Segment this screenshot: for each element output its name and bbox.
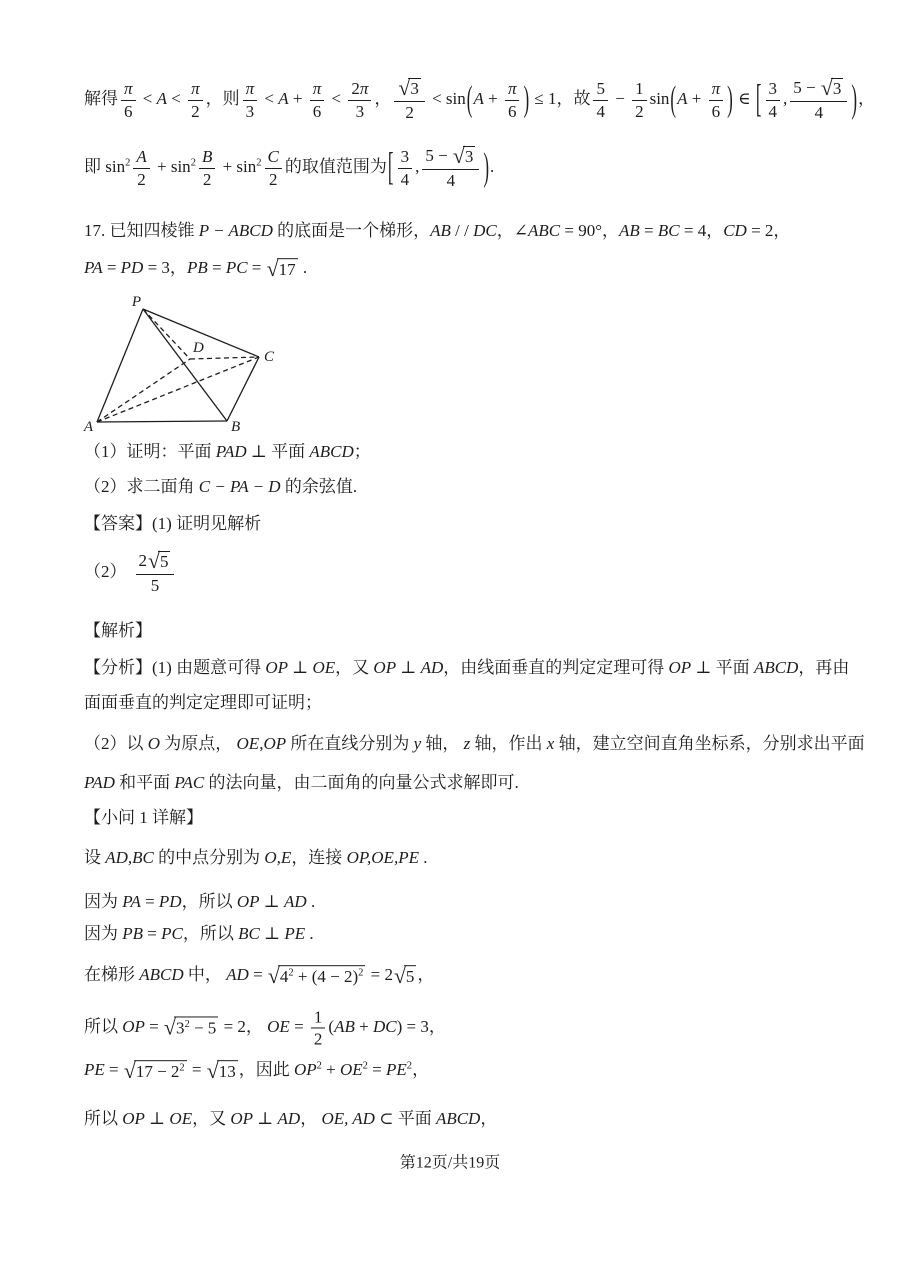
radical-sign: √ bbox=[164, 1015, 176, 1040]
text-run: 3 bbox=[245, 101, 255, 121]
text-run: 和平面 bbox=[114, 772, 175, 792]
text-run: 3 bbox=[464, 147, 474, 167]
text-run: 因为 bbox=[84, 923, 123, 943]
text-run: 2 bbox=[635, 101, 644, 121]
fraction bbox=[265, 147, 282, 188]
fraction bbox=[422, 146, 479, 190]
math-variable: y bbox=[413, 733, 422, 753]
stretchy-delimiter: ) bbox=[483, 144, 490, 189]
text-run: 2 bbox=[313, 1029, 323, 1049]
math-variable: BC bbox=[238, 923, 260, 943]
math-variable: AB bbox=[619, 220, 640, 240]
math-variable: O,E bbox=[264, 847, 292, 867]
math-variable: O bbox=[147, 733, 161, 753]
text-run: 5 bbox=[596, 79, 605, 99]
text-run: + sin bbox=[152, 156, 191, 176]
math-variable: OP bbox=[668, 657, 692, 677]
fraction bbox=[505, 79, 520, 120]
analysis-line4 bbox=[84, 772, 519, 794]
math-variable: π bbox=[245, 79, 255, 99]
solution16-line2 bbox=[84, 146, 494, 190]
text-run: 2 bbox=[138, 551, 147, 570]
figure-vertex-label-A: A bbox=[83, 419, 93, 435]
text-run: . bbox=[490, 156, 495, 176]
text-run: 轴，建立空间直角坐标系，分别求出平面 bbox=[554, 733, 865, 753]
math-variable: PA bbox=[122, 891, 141, 911]
text-run: 所在直线分别为 bbox=[286, 733, 414, 753]
math-variable: PE bbox=[284, 923, 306, 943]
fraction bbox=[133, 147, 149, 188]
text-run: 3 bbox=[832, 79, 842, 99]
text-run: 【答案】(1) 证明见解析 bbox=[84, 513, 262, 533]
text-run: ) = 3， bbox=[396, 1016, 446, 1036]
detail1-line4 bbox=[84, 964, 434, 988]
text-run: 6 bbox=[507, 101, 517, 121]
square-root bbox=[148, 551, 170, 573]
text-run: − 5 bbox=[189, 1018, 217, 1038]
figure-edge-AB bbox=[97, 421, 227, 422]
square-root bbox=[207, 1060, 238, 1083]
text-run: ， bbox=[417, 965, 435, 985]
math-variable: PB bbox=[122, 923, 144, 943]
text-run: + bbox=[321, 1060, 340, 1080]
math-variable: OP bbox=[122, 1108, 145, 1128]
math-variable: B bbox=[201, 147, 213, 167]
detail1-header bbox=[84, 807, 203, 829]
text-run: 的取值范围为 bbox=[284, 156, 387, 176]
math-variable: PD bbox=[120, 258, 144, 278]
math-variable: DC bbox=[473, 220, 497, 240]
text-run: 5 bbox=[150, 575, 160, 595]
text-run: + (4 − 2) bbox=[293, 966, 359, 986]
text-run: 的余弦值. bbox=[280, 476, 358, 496]
stretchy-delimiter: ( bbox=[670, 78, 677, 119]
figure-edge-PD bbox=[143, 309, 190, 359]
radical-sign: √ bbox=[820, 76, 833, 101]
radical-sign: √ bbox=[206, 1059, 219, 1084]
math-variable: PE bbox=[84, 1060, 105, 1080]
math-variable: DC bbox=[372, 1016, 397, 1036]
text-run: ，则 bbox=[205, 88, 240, 108]
text-run: . bbox=[306, 891, 316, 911]
fraction bbox=[121, 79, 136, 120]
text-run: + bbox=[483, 88, 502, 108]
text-run: 2 bbox=[351, 79, 360, 99]
detail1-line2 bbox=[84, 891, 315, 913]
math-variable: ABCD bbox=[435, 1108, 481, 1128]
math-variable: PAC bbox=[174, 772, 205, 792]
text-run: 1 bbox=[635, 79, 644, 99]
text-run: 3 bbox=[355, 101, 365, 121]
text-run: 2 bbox=[405, 102, 414, 122]
figure-vertex-label-B: B bbox=[231, 419, 241, 435]
text-run: ∈ bbox=[733, 88, 755, 108]
text-run: = bbox=[248, 965, 267, 985]
text-run: 5 bbox=[159, 552, 169, 572]
superscript: 2 bbox=[316, 1060, 322, 1072]
text-run: 17 bbox=[278, 259, 296, 279]
text-run: . bbox=[418, 847, 428, 867]
math-variable: OE bbox=[267, 1016, 290, 1036]
math-variable: OE,OP bbox=[236, 733, 287, 753]
text-run: ⊥ bbox=[259, 923, 285, 943]
text-run: ，因此 bbox=[238, 1060, 294, 1080]
math-variable: PAD bbox=[84, 772, 115, 792]
text-run: （1）证明：平面 bbox=[84, 441, 216, 461]
detail1-line3 bbox=[84, 923, 314, 945]
text-run: 5 − bbox=[425, 146, 452, 165]
math-variable: π bbox=[711, 79, 721, 99]
text-run: = bbox=[247, 258, 266, 278]
analysis-line1 bbox=[84, 657, 849, 679]
text-run: 3 bbox=[768, 79, 778, 99]
fraction bbox=[243, 79, 258, 120]
text-run: < sin bbox=[427, 88, 466, 108]
text-run: 【分析】(1) 由题意可得 bbox=[84, 657, 266, 677]
fraction bbox=[348, 79, 371, 120]
text-run: ； bbox=[353, 441, 371, 461]
text-run: ⊥ 平面 bbox=[691, 657, 754, 677]
math-variable: AD bbox=[226, 965, 249, 985]
math-variable: AD bbox=[284, 891, 307, 911]
figure-edge-BC bbox=[227, 357, 259, 421]
fraction bbox=[311, 1007, 326, 1048]
text-run: 6 bbox=[711, 101, 721, 121]
text-run: ，连接 bbox=[291, 847, 347, 867]
fraction bbox=[632, 79, 647, 120]
text-run: 2 bbox=[191, 101, 200, 121]
figure-edge-DC bbox=[190, 357, 259, 359]
text-run: ，由线面垂直的判定定理可得 bbox=[443, 657, 669, 677]
math-variable: PD bbox=[158, 891, 182, 911]
math-variable: AB bbox=[334, 1016, 355, 1036]
text-run: = 90°， bbox=[560, 220, 619, 240]
text-run: 6 bbox=[312, 101, 322, 121]
math-variable: A bbox=[677, 88, 688, 108]
text-run: / / bbox=[450, 220, 474, 240]
text-run: = 4， bbox=[679, 220, 724, 240]
text-run: = 3， bbox=[143, 258, 187, 278]
text-run: 面面垂直的判定定理即可证明； bbox=[84, 692, 322, 712]
text-run: 轴，作出 bbox=[470, 733, 547, 753]
stretchy-delimiter: ) bbox=[851, 76, 857, 121]
analysis-line2 bbox=[84, 692, 322, 714]
square-root bbox=[124, 1060, 187, 1083]
stretchy-delimiter: [ bbox=[387, 144, 394, 189]
text-run: ，又 bbox=[192, 1108, 231, 1128]
superscript: 2 bbox=[256, 157, 262, 169]
text-run: ( bbox=[328, 1016, 335, 1036]
text-run: 在梯形 bbox=[84, 965, 140, 985]
text-run: 设 bbox=[84, 847, 106, 867]
text-run: , bbox=[783, 88, 788, 108]
answer-line1 bbox=[84, 513, 261, 535]
radical-sign: √ bbox=[123, 1059, 136, 1084]
fraction bbox=[709, 79, 724, 120]
text-run: 5 − bbox=[793, 78, 820, 97]
fraction bbox=[790, 78, 847, 122]
text-run: ，∠ bbox=[496, 220, 528, 240]
text-run: ⊥ 平面 bbox=[246, 441, 310, 461]
text-run: 4 bbox=[400, 169, 410, 189]
square-root bbox=[398, 78, 420, 100]
text-run: 4 bbox=[768, 101, 778, 121]
text-run: 所以 bbox=[84, 1108, 123, 1128]
text-run: = bbox=[104, 1060, 123, 1080]
text-run: . bbox=[298, 258, 308, 278]
superscript: 2 bbox=[362, 1060, 368, 1072]
text-run: = bbox=[140, 891, 159, 911]
text-run: ⊥ bbox=[288, 657, 313, 677]
text-run: 因为 bbox=[84, 891, 123, 911]
text-run: ≤ 1，故 bbox=[530, 88, 591, 108]
text-run: ， bbox=[480, 1108, 498, 1128]
text-run: = 2， bbox=[746, 220, 791, 240]
math-variable: PC bbox=[225, 258, 248, 278]
text-run: 1 bbox=[313, 1007, 323, 1027]
math-variable: PA bbox=[84, 258, 103, 278]
math-variable: OE bbox=[312, 657, 336, 677]
superscript: 2 bbox=[179, 1062, 185, 1074]
text-run: 解得 bbox=[84, 88, 118, 108]
square-root bbox=[267, 258, 298, 281]
square-root bbox=[268, 965, 365, 988]
math-variable: A bbox=[136, 147, 147, 167]
stretchy-delimiter: ( bbox=[466, 78, 473, 119]
superscript: 2 bbox=[125, 157, 131, 169]
superscript: 2 bbox=[190, 157, 196, 169]
text-run: 3 bbox=[175, 1018, 185, 1038]
superscript: 2 bbox=[288, 967, 294, 979]
math-variable: x bbox=[546, 733, 555, 753]
math-variable: AD bbox=[277, 1108, 301, 1128]
radical-sign: √ bbox=[266, 257, 279, 282]
text-run: 3 bbox=[410, 79, 419, 99]
text-run: 的中点分别为 bbox=[153, 847, 265, 867]
fraction bbox=[188, 79, 203, 120]
radical-sign: √ bbox=[452, 144, 465, 169]
square-root bbox=[453, 146, 475, 168]
text-run: = 2 bbox=[366, 965, 393, 985]
math-variable: OE bbox=[169, 1108, 193, 1128]
text-run: 的底面是一个梯形， bbox=[272, 220, 431, 240]
text-run: （2）以 bbox=[84, 733, 148, 753]
text-run: 4 bbox=[279, 966, 289, 986]
text-run: + bbox=[288, 88, 307, 108]
text-run: ， bbox=[858, 88, 875, 108]
stretchy-delimiter: [ bbox=[755, 76, 762, 121]
pyramid-figure-svg bbox=[75, 292, 295, 440]
math-variable: OP bbox=[265, 657, 288, 677]
text-run: （2） bbox=[84, 561, 127, 581]
text-run: . bbox=[305, 923, 314, 943]
math-variable: PC bbox=[161, 923, 183, 943]
text-run: < bbox=[138, 88, 157, 108]
pyramid-figure bbox=[75, 292, 295, 445]
math-variable: OP bbox=[373, 657, 397, 677]
radical-sign: √ bbox=[398, 76, 411, 101]
math-variable: OP bbox=[230, 1108, 254, 1128]
math-variable: π bbox=[507, 79, 517, 99]
math-variable: C − PA − D bbox=[198, 476, 281, 496]
text-run: ⊂ 平面 bbox=[374, 1108, 436, 1128]
math-variable: π bbox=[359, 79, 369, 99]
math-variable: ABC bbox=[528, 220, 561, 240]
text-run: 即 sin bbox=[84, 156, 126, 176]
detail1-line1 bbox=[84, 847, 427, 869]
q17-statement-line2 bbox=[84, 257, 307, 281]
fraction bbox=[593, 79, 608, 120]
text-run: = bbox=[207, 258, 226, 278]
text-run: 6 bbox=[124, 101, 133, 121]
math-variable: C bbox=[267, 147, 279, 167]
math-variable: π bbox=[124, 79, 133, 99]
math-variable: AD bbox=[420, 657, 444, 677]
text-run: = bbox=[144, 1016, 164, 1036]
square-root bbox=[394, 965, 416, 988]
text-run: ，所以 bbox=[182, 923, 239, 943]
text-run: 中， bbox=[183, 965, 227, 985]
math-variable: CD bbox=[723, 220, 747, 240]
text-run: = bbox=[289, 1016, 308, 1036]
text-run: 17 − 2 bbox=[135, 1061, 180, 1081]
math-variable: ABCD bbox=[139, 965, 184, 985]
figure-vertex-label-C: C bbox=[264, 349, 275, 365]
text-run: = bbox=[143, 923, 162, 943]
answer-line2 bbox=[84, 551, 177, 595]
text-run: ， bbox=[374, 88, 392, 108]
text-run: 4 bbox=[814, 102, 824, 122]
math-variable: PE bbox=[386, 1060, 407, 1080]
detail1-line5 bbox=[84, 1007, 446, 1048]
radical-sign: √ bbox=[267, 964, 280, 989]
text-run: = bbox=[102, 258, 121, 278]
stretchy-delimiter: ) bbox=[727, 78, 733, 119]
math-variable: BC bbox=[657, 220, 680, 240]
superscript: 2 bbox=[184, 1018, 190, 1030]
text-run: 2 bbox=[137, 169, 146, 189]
text-run: ，又 bbox=[335, 657, 374, 677]
text-run: < bbox=[260, 88, 279, 108]
text-run: ，所以 bbox=[181, 891, 237, 911]
math-variable: OP bbox=[236, 891, 260, 911]
figure-vertex-label-D: D bbox=[193, 340, 204, 356]
text-run: 【解析】 bbox=[84, 620, 152, 640]
text-run: sin bbox=[649, 88, 670, 108]
math-variable: π bbox=[191, 79, 200, 99]
math-variable: π bbox=[312, 79, 322, 99]
math-variable: AD,BC bbox=[105, 847, 154, 867]
text-run: < bbox=[167, 88, 186, 108]
math-variable: OP,OE,PE bbox=[346, 847, 419, 867]
solution16-line1 bbox=[84, 78, 875, 122]
q17-statement-line1 bbox=[84, 220, 790, 242]
detail1-line6 bbox=[84, 1059, 429, 1083]
text-run: − bbox=[610, 88, 630, 108]
text-run: 13 bbox=[218, 1061, 236, 1081]
text-run: , bbox=[415, 156, 420, 176]
fraction bbox=[394, 78, 424, 122]
text-run: 3 bbox=[400, 147, 410, 167]
math-variable: ABCD bbox=[309, 441, 354, 461]
square-root bbox=[164, 1016, 218, 1039]
math-variable: A bbox=[156, 88, 168, 108]
q17-part2 bbox=[84, 476, 357, 498]
text-run: ⊥ bbox=[396, 657, 421, 677]
math-variable: OP bbox=[293, 1060, 317, 1080]
math-variable: PAD bbox=[215, 441, 247, 461]
math-variable: OE, AD bbox=[321, 1108, 375, 1128]
text-run: ，再由 bbox=[798, 657, 850, 677]
text-run: 轴， bbox=[421, 733, 464, 753]
text-run: = bbox=[367, 1060, 387, 1080]
square-root bbox=[821, 78, 843, 100]
text-run: ⊥ bbox=[253, 1108, 278, 1128]
math-variable: PB bbox=[186, 258, 208, 278]
figure-edge-PA bbox=[97, 309, 143, 422]
text-run: 2 bbox=[268, 169, 278, 189]
math-variable: AB bbox=[430, 220, 451, 240]
fraction bbox=[766, 79, 781, 120]
detail1-line7 bbox=[84, 1108, 497, 1130]
math-variable: A bbox=[278, 88, 289, 108]
text-run: 的法向量，由二面角的向量公式求解即可. bbox=[204, 772, 519, 792]
text-run: 所以 bbox=[84, 1016, 123, 1036]
text-run: = bbox=[639, 220, 658, 240]
fraction bbox=[310, 79, 325, 120]
math-variable: OP bbox=[122, 1016, 145, 1036]
text-run: + bbox=[687, 88, 706, 108]
page-footer: 第12页/共19页 bbox=[399, 1154, 501, 1172]
text-run: 2 bbox=[202, 169, 212, 189]
math-variable: OE bbox=[339, 1060, 363, 1080]
text-run: ⊥ bbox=[144, 1108, 170, 1128]
math-variable: A bbox=[473, 88, 484, 108]
fraction bbox=[136, 551, 175, 595]
text-run: 【小问 1 详解】 bbox=[84, 807, 203, 827]
analysis-header bbox=[84, 620, 152, 642]
text-run: 4 bbox=[446, 170, 456, 190]
text-run: 17. 已知四棱锥 bbox=[84, 220, 199, 240]
math-variable: z bbox=[463, 733, 471, 753]
text-run: ， bbox=[300, 1108, 322, 1128]
math-variable: ABCD bbox=[753, 657, 799, 677]
text-run: 5 bbox=[405, 966, 415, 986]
text-run: = bbox=[187, 1060, 206, 1080]
text-run: ， bbox=[412, 1060, 430, 1080]
text-run: + sin bbox=[218, 156, 257, 176]
text-run: 为原点， bbox=[160, 733, 237, 753]
math-variable: P − ABCD bbox=[198, 220, 273, 240]
stretchy-delimiter: ) bbox=[523, 78, 530, 119]
superscript: 2 bbox=[406, 1060, 413, 1072]
text-run: ⊥ bbox=[259, 891, 285, 911]
text-run: < bbox=[327, 88, 346, 108]
radical-sign: √ bbox=[148, 549, 160, 574]
fraction bbox=[199, 147, 215, 188]
radical-sign: √ bbox=[393, 964, 406, 989]
text-run: （2）求二面角 bbox=[84, 476, 199, 496]
fraction bbox=[398, 147, 413, 188]
text-run: = 2， bbox=[219, 1016, 268, 1036]
superscript: 2 bbox=[358, 967, 364, 979]
analysis-line3 bbox=[84, 733, 865, 755]
figure-vertex-label-P: P bbox=[131, 294, 141, 310]
text-run: 4 bbox=[596, 101, 605, 121]
text-run: + bbox=[354, 1016, 373, 1036]
